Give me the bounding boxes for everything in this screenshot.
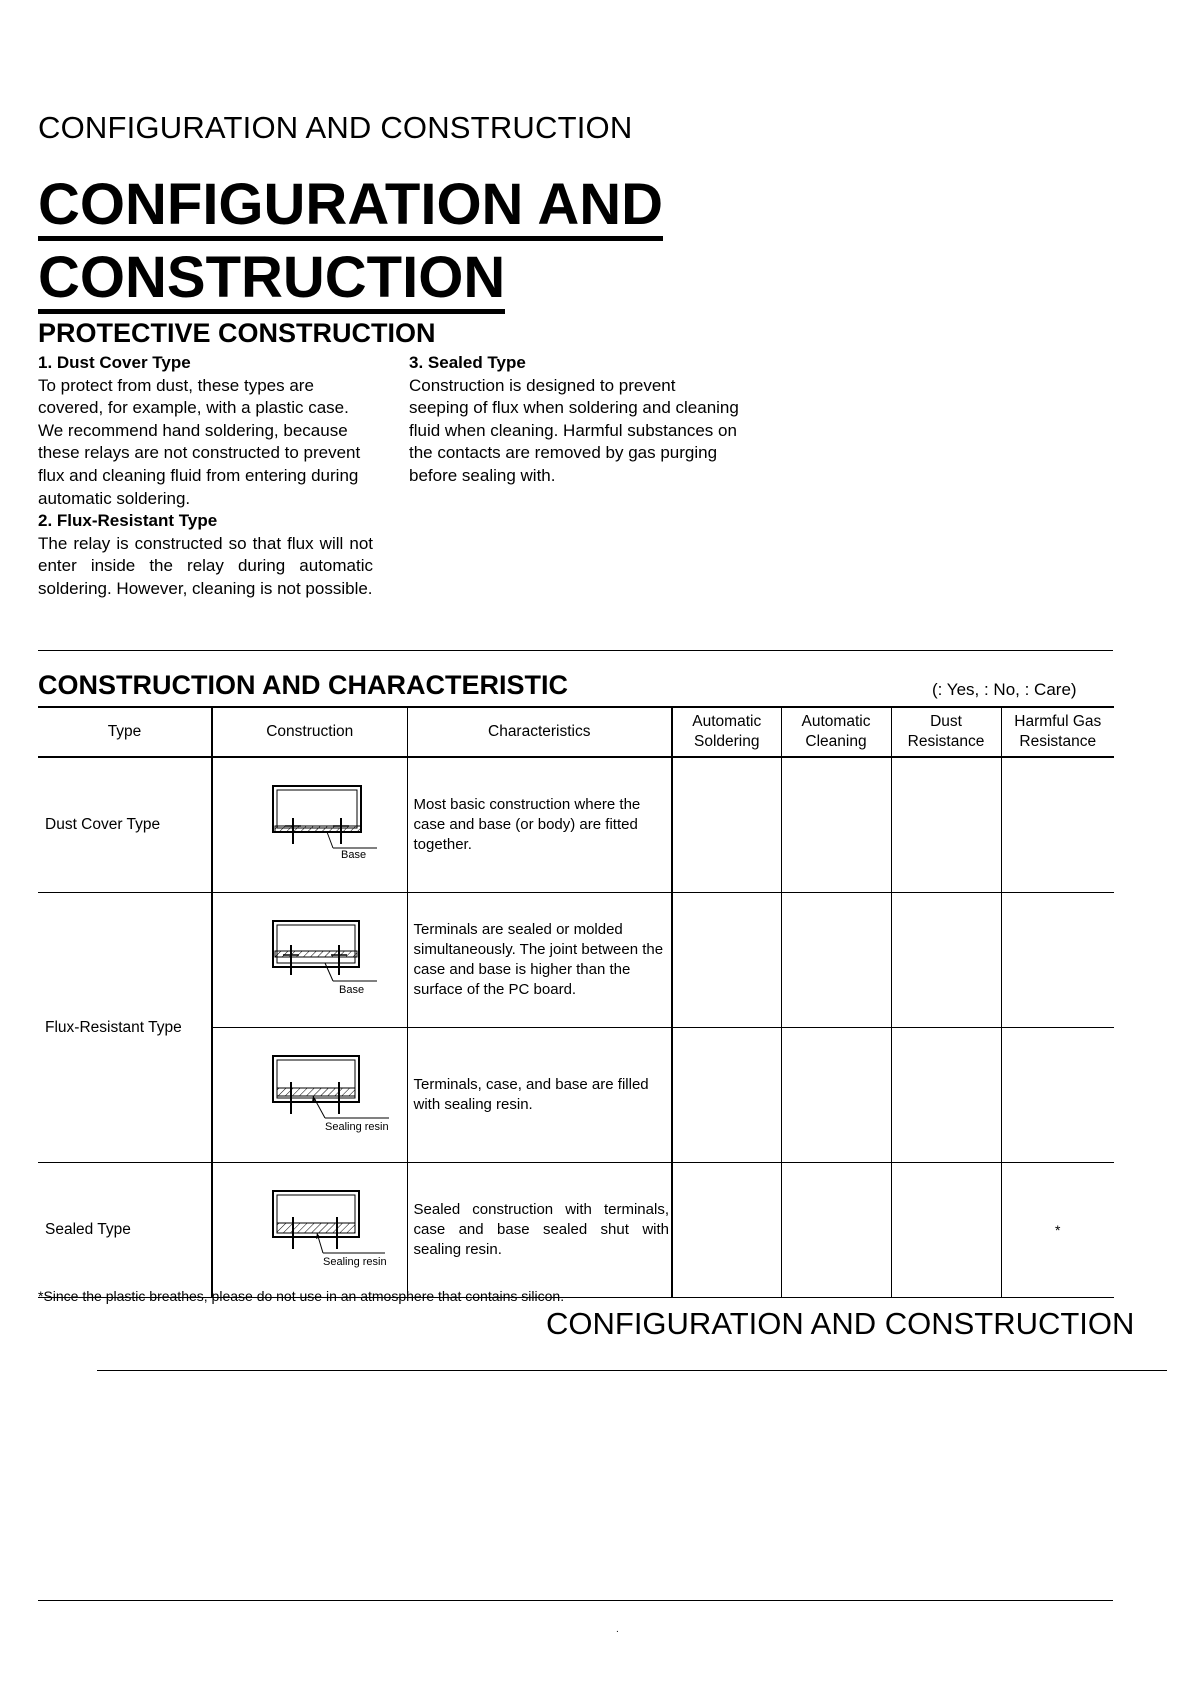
main-title — [38, 168, 663, 314]
dust-cover-diagram — [255, 778, 395, 868]
table-footnote: *Since the plastic breathes, please do not use in an atmosphere that contains silicon. — [38, 1288, 565, 1304]
table-row — [38, 757, 1114, 893]
cell-harmful-gas-resistance — [1001, 757, 1114, 893]
footnote-star-mark: * — [1055, 1221, 1061, 1238]
cell-automatic-cleaning — [781, 893, 891, 1028]
col-header-automatic-cleaning: Automatic Cleaning — [781, 707, 891, 757]
cell-dust-resistance — [891, 1163, 1001, 1298]
cell-automatic-soldering — [672, 893, 781, 1028]
cell-dust-resistance — [891, 893, 1001, 1028]
cell-automatic-soldering — [672, 1163, 781, 1298]
row-type: Dust Cover Type — [38, 757, 212, 893]
row-characteristics: Terminals, case, and base are filled with sealing resin. — [407, 1028, 672, 1163]
row-type: Flux-Resistant Type — [38, 893, 212, 1163]
flux-resistant-text: The relay is constructed so that flux will not enter inside the relay during automatic soldering. However, cleaning is not possible. — [38, 533, 373, 598]
protective-right-column — [409, 352, 739, 488]
cell-harmful-gas-resistance — [1001, 1163, 1114, 1298]
sealed-heading: 3. Sealed Type — [409, 353, 526, 372]
col-header-automatic-soldering: Automatic Soldering — [672, 707, 781, 757]
table-row — [38, 893, 1114, 1028]
diagram-label: Base — [339, 984, 365, 996]
footer-divider-top — [97, 1370, 1167, 1371]
characteristic-table — [38, 706, 1114, 1298]
protective-construction-title: PROTECTIVE CONSTRUCTION — [38, 318, 436, 348]
dust-cover-text: To protect from dust, these types are covered, for example, with a plastic case. We recommend hand soldering, because these relays are not constructed to prevent flux and cleaning fluid from entering during automatic soldering. — [38, 375, 361, 508]
flux-resistant-resin-diagram — [255, 1048, 405, 1138]
legend-text: (: Yes, : No, : Care) — [932, 680, 1077, 699]
construction-diagram-cell — [212, 757, 407, 893]
cell-harmful-gas-resistance — [1001, 1028, 1114, 1163]
cell-automatic-soldering — [672, 1028, 781, 1163]
construction-diagram-cell — [212, 1028, 407, 1163]
sealed-resin-diagram — [255, 1183, 405, 1273]
construction-diagram-cell — [212, 893, 407, 1028]
dust-cover-heading: 1. Dust Cover Type — [38, 353, 191, 372]
diagram-label: Base — [341, 849, 367, 861]
flux-resistant-heading: 2. Flux-Resistant Type — [38, 511, 218, 531]
cell-automatic-cleaning — [781, 1028, 891, 1163]
protective-left-column — [38, 352, 373, 601]
construction-diagram-cell — [212, 1163, 407, 1298]
section-divider — [38, 650, 1113, 651]
construction-characteristic-title: CONSTRUCTION AND CHARACTERISTIC — [38, 670, 568, 700]
cell-dust-resistance — [891, 757, 1001, 893]
table-row — [38, 1163, 1114, 1298]
cell-automatic-soldering — [672, 757, 781, 893]
footer-title: CONFIGURATION AND CONSTRUCTION — [546, 1306, 1135, 1341]
diagram-label: Sealing resin — [325, 1121, 389, 1133]
cell-automatic-cleaning — [781, 1163, 891, 1298]
row-type: Sealed Type — [38, 1163, 212, 1298]
cell-automatic-cleaning — [781, 757, 891, 893]
col-header-type: Type — [38, 707, 212, 757]
footer-divider-bottom — [38, 1600, 1113, 1601]
main-title-line1: CONFIGURATION AND — [38, 174, 663, 241]
col-header-characteristics: Characteristics — [407, 707, 672, 757]
page-header-title: CONFIGURATION AND CONSTRUCTION — [38, 110, 633, 145]
cell-dust-resistance — [891, 1028, 1001, 1163]
col-header-dust-resistance: Dust Resistance — [891, 707, 1001, 757]
col-header-harmful-gas-resistance: Harmful Gas Resistance — [1001, 707, 1114, 757]
cell-harmful-gas-resistance — [1001, 893, 1114, 1028]
diagram-label: Sealing resin — [323, 1256, 387, 1268]
main-title-line2: CONSTRUCTION — [38, 247, 505, 314]
col-header-construction: Construction — [212, 707, 407, 757]
table-header-row — [38, 707, 1114, 757]
flux-resistant-base-diagram — [255, 913, 395, 1003]
row-characteristics: Most basic construction where the case and base (or body) are fitted together. — [407, 757, 672, 893]
row-characteristics: Sealed construction with terminals, case and base sealed shut with sealing resin. — [407, 1163, 672, 1298]
row-characteristics: Terminals are sealed or molded simultaneously. The joint between the case and base is higher than the surface of the PC board. — [407, 893, 672, 1028]
page-center-mark: . — [616, 1624, 619, 1635]
sealed-text: Construction is designed to prevent seeping of flux when soldering and cleaning fluid when cleaning. Harmful substances on the contacts are removed by gas purging before sealing with. — [409, 375, 739, 485]
